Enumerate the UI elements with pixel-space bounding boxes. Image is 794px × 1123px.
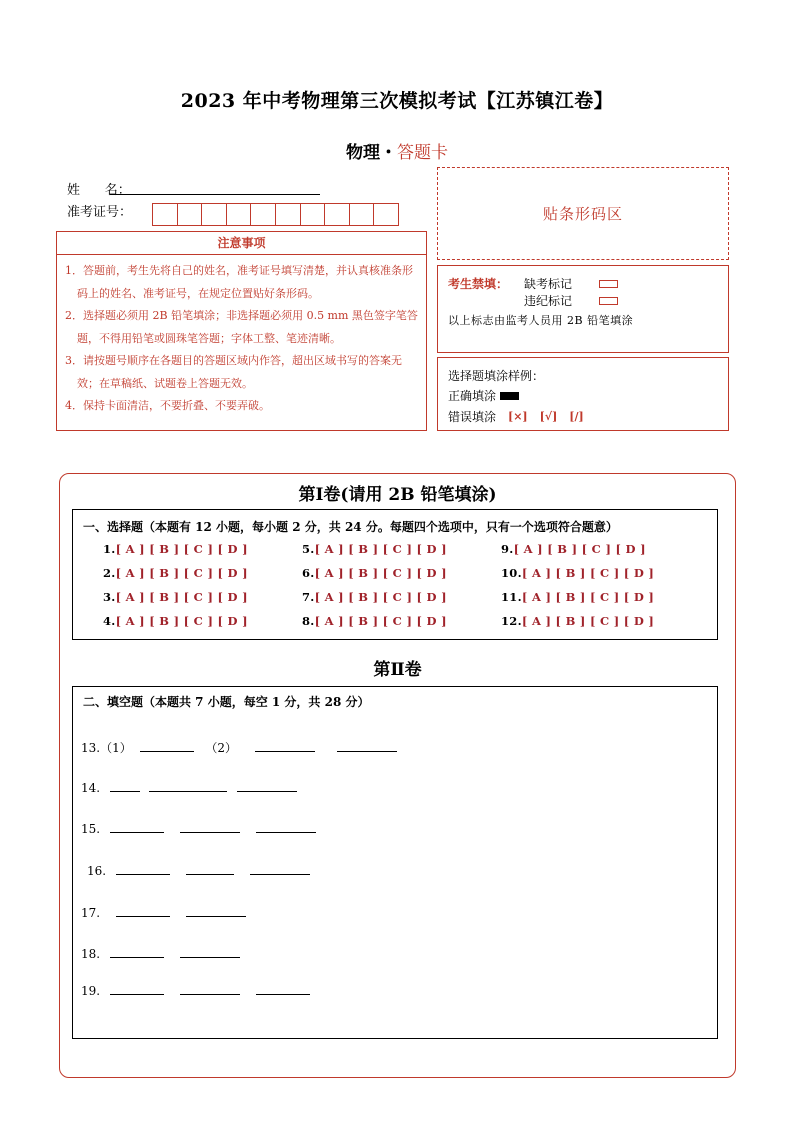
notice-title: 注意事项 xyxy=(57,232,426,255)
mc-question xyxy=(103,542,248,556)
multiple-choice-box xyxy=(72,509,718,640)
forbid-note: 以上标志由监考人员用 2B 铅笔填涂 xyxy=(448,314,634,327)
correct-label: 正确填涂 xyxy=(448,389,497,403)
mc-question xyxy=(501,542,646,556)
question-13 xyxy=(81,739,397,756)
absent-mark-row xyxy=(524,275,618,292)
mc-options[interactable]: [ A ] [ B ] [ C ] [ D ] xyxy=(521,590,655,604)
q17-label: 17. xyxy=(81,906,101,920)
sample-title: 选择题填涂样例： xyxy=(448,369,545,383)
answer-blank[interactable] xyxy=(255,742,315,752)
subtitle-accent: 答题卡 xyxy=(397,143,448,163)
q16-label: 16. xyxy=(87,864,107,878)
q13-sub-label: （2） xyxy=(205,741,238,755)
violation-mark-row xyxy=(524,292,618,309)
answer-blank[interactable] xyxy=(337,742,397,752)
exam-id-digit-box[interactable] xyxy=(373,203,399,226)
mc-options[interactable]: [ A ] [ B ] [ C ] [ D ] xyxy=(521,614,655,628)
wrong-mark: [×] xyxy=(508,410,528,423)
question-18 xyxy=(81,947,240,961)
answer-blank[interactable] xyxy=(186,865,234,875)
forbid-box xyxy=(437,265,729,353)
violation-mark-label: 违纪标记 xyxy=(524,294,573,308)
absent-mark-label: 缺考标记 xyxy=(524,277,573,291)
mc-question xyxy=(501,590,654,604)
mc-question xyxy=(302,590,447,604)
answer-blank[interactable] xyxy=(110,948,164,958)
exam-id-digit-box[interactable] xyxy=(201,203,227,226)
violation-mark-box[interactable] xyxy=(599,297,618,305)
sample-box xyxy=(437,357,729,431)
exam-id-digit-box[interactable] xyxy=(349,203,375,226)
q18-label: 18. xyxy=(81,947,101,961)
notice-list xyxy=(57,255,426,418)
answer-blank[interactable] xyxy=(180,985,240,995)
exam-id-digit-box[interactable] xyxy=(275,203,301,226)
page-title: 2023 年中考物理第三次模拟考试【江苏镇江卷】 xyxy=(180,90,614,112)
answer-blank[interactable] xyxy=(116,907,170,917)
mc-options[interactable]: [ A ] [ B ] [ C ] [ D ] xyxy=(314,542,447,556)
absent-mark-box[interactable] xyxy=(599,280,618,288)
notice-item: 2．选择题必须用 2B 铅笔填涂；非选择题必须用 0.5 mm 黑色签字笔答题，不得用铅笔或圆珠笔答题；字体工整、笔迹清晰。 xyxy=(65,309,418,345)
mc-options[interactable]: [ A ] [ B ] [ C ] [ D ] xyxy=(115,614,248,628)
answer-blank[interactable] xyxy=(149,782,227,792)
exam-id-digit-box[interactable] xyxy=(226,203,252,226)
q19-label: 19. xyxy=(81,984,101,998)
mc-heading: 一、选择题（本题有 12 小题，每小题 2 分，共 24 分。每题四个选项中，只有一个选项符合题意） xyxy=(83,520,618,534)
mc-options[interactable]: [ A ] [ B ] [ C ] [ D ] xyxy=(115,590,248,604)
question-15 xyxy=(81,822,316,836)
mc-question xyxy=(302,614,447,628)
answer-blank[interactable] xyxy=(186,907,246,917)
answer-blank[interactable] xyxy=(116,865,170,875)
exam-id-digit-box[interactable] xyxy=(152,203,178,226)
mc-question-number: 8. xyxy=(302,614,315,628)
subtitle-main: 物理・ xyxy=(346,143,397,163)
answer-blank[interactable] xyxy=(140,742,194,752)
answer-blank[interactable] xyxy=(237,782,297,792)
name-field[interactable] xyxy=(110,194,320,195)
mc-options[interactable]: [ A ] [ B ] [ C ] [ D ] xyxy=(521,566,655,580)
mc-options[interactable]: [ A ] [ B ] [ C ] [ D ] xyxy=(314,566,447,580)
correct-fill-sample xyxy=(500,392,519,400)
q15-label: 15. xyxy=(81,822,101,836)
question-17 xyxy=(81,906,246,920)
notice-item: 4．保持卡面清洁，不要折叠、不要弄破。 xyxy=(65,399,270,412)
section2-title: 第Ⅱ卷 xyxy=(373,660,422,680)
exam-id-digit-box[interactable] xyxy=(324,203,350,226)
mc-question xyxy=(302,542,447,556)
exam-id-label: 准考证号： xyxy=(67,205,133,220)
mc-options[interactable]: [ A ] [ B ] [ C ] [ D ] xyxy=(314,614,447,628)
name-label: 姓 名： xyxy=(67,183,131,198)
correct-row xyxy=(448,387,519,404)
notice-item: 3．请按题号顺序在各题目的答题区域内作答，超出区域书写的答案无效；在草稿纸、试题卷上答题无效。 xyxy=(65,354,402,390)
mc-question-number: 2. xyxy=(103,566,116,580)
barcode-area xyxy=(437,167,729,260)
mc-question-number: 6. xyxy=(302,566,315,580)
wrong-mark: [√] xyxy=(539,410,558,423)
mc-question-number: 11. xyxy=(501,590,522,604)
exam-id-boxes xyxy=(152,203,398,226)
mc-question xyxy=(501,566,654,580)
exam-id-digit-box[interactable] xyxy=(250,203,276,226)
mc-question xyxy=(501,614,654,628)
question-16 xyxy=(87,864,310,878)
question-14 xyxy=(81,781,297,795)
section1-title: 第Ⅰ卷(请用 2B 铅笔填涂) xyxy=(298,485,497,505)
notice-box xyxy=(56,231,427,431)
wrong-label: 错误填涂 xyxy=(448,410,497,424)
answer-blank[interactable] xyxy=(110,823,164,833)
notice-item: 1．答题前，考生先将自己的姓名，准考证号填写清楚，并认真核准条形码上的姓名、准考证号，在规定位置贴好条形码。 xyxy=(65,264,413,300)
wrong-row xyxy=(448,408,584,425)
mc-question-number: 5. xyxy=(302,542,315,556)
exam-id-digit-box[interactable] xyxy=(177,203,203,226)
answer-blank[interactable] xyxy=(180,948,240,958)
mc-question-number: 9. xyxy=(501,542,514,556)
mc-question xyxy=(103,566,248,580)
mc-question xyxy=(103,590,248,604)
answer-blank[interactable] xyxy=(110,985,164,995)
answer-blank[interactable] xyxy=(180,823,240,833)
q13-label: 13.（1） xyxy=(81,741,132,755)
mc-question-number: 12. xyxy=(501,614,522,628)
answer-blank[interactable] xyxy=(256,823,316,833)
answer-blank[interactable] xyxy=(110,782,140,792)
barcode-label: 贴条形码区 xyxy=(542,205,623,223)
mc-question-number: 3. xyxy=(103,590,116,604)
mc-question-number: 10. xyxy=(501,566,522,580)
fill-in-box xyxy=(72,686,718,1039)
mc-options[interactable]: [ A ] [ B ] [ C ] [ D ] xyxy=(513,542,646,556)
answer-blank[interactable] xyxy=(256,985,310,995)
question-19 xyxy=(81,984,310,998)
mc-question-number: 4. xyxy=(103,614,116,628)
mc-options[interactable]: [ A ] [ B ] [ C ] [ D ] xyxy=(115,566,248,580)
mc-options[interactable]: [ A ] [ B ] [ C ] [ D ] xyxy=(115,542,248,556)
q14-label: 14. xyxy=(81,781,101,795)
mc-options[interactable]: [ A ] [ B ] [ C ] [ D ] xyxy=(314,590,447,604)
forbid-label: 考生禁填： xyxy=(448,277,509,291)
mc-question xyxy=(103,614,248,628)
fill-heading: 二、填空题（本题共 7 小题，每空 1 分，共 28 分） xyxy=(83,695,370,709)
exam-id-digit-box[interactable] xyxy=(300,203,326,226)
mc-question-number: 1. xyxy=(103,542,116,556)
page-subtitle xyxy=(0,138,794,163)
wrong-mark: [/] xyxy=(569,410,584,423)
answer-blank[interactable] xyxy=(250,865,310,875)
mc-question xyxy=(302,566,447,580)
mc-question-number: 7. xyxy=(302,590,315,604)
